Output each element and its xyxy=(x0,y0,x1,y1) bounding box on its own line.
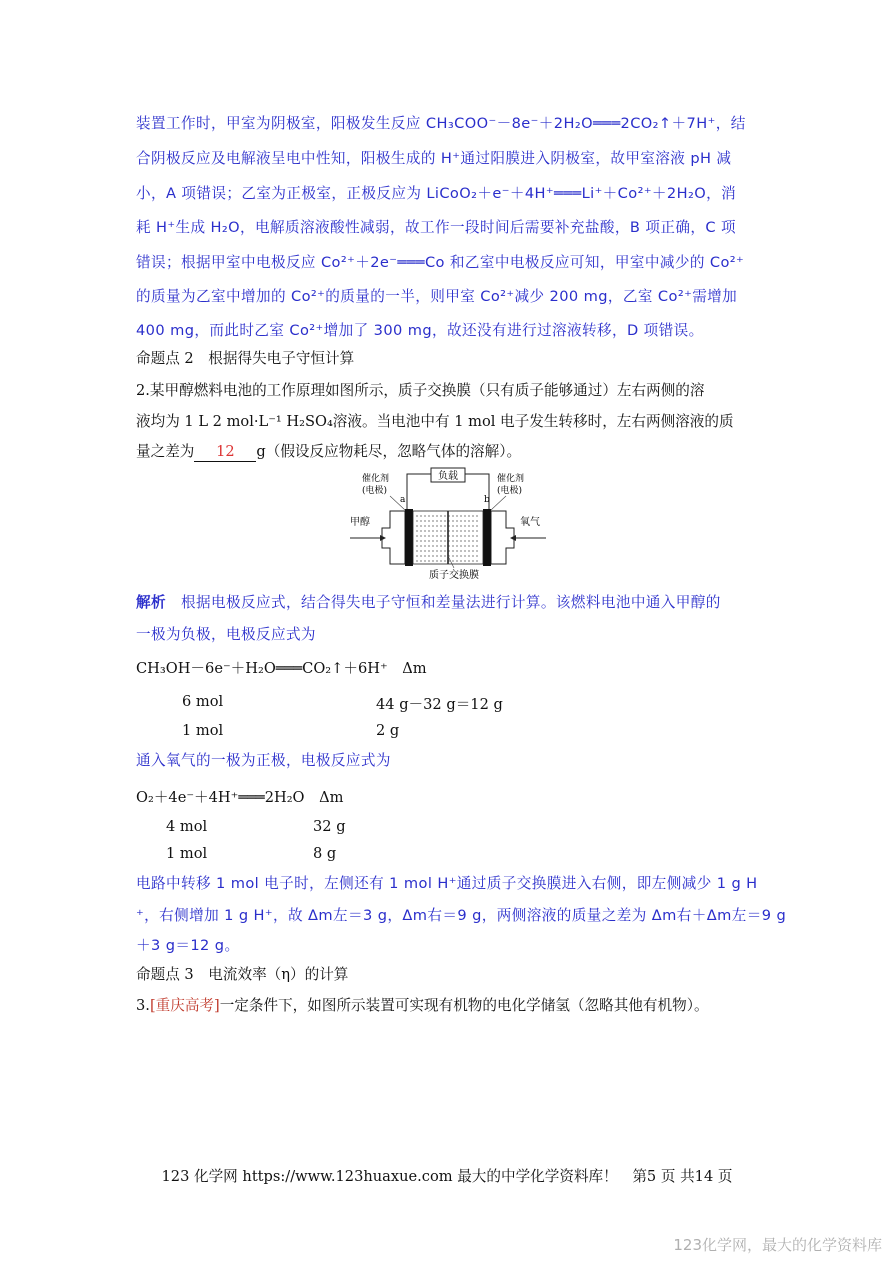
text-line: 2.某甲醇燃料电池的工作原理如图所示，质子交换膜（只有质子能够通过）左右两侧的溶 xyxy=(136,382,705,399)
catalyst-right-label: 催化剂 xyxy=(497,474,525,484)
question-text: 一定条件下，如图所示装置可实现有机物的电化学储氢（忽略其他有机物）。 xyxy=(219,997,709,1014)
section-heading-2: 命题点 2 根据得失电子守恒计算 xyxy=(136,350,355,367)
text-line: 通入氧气的一极为正极，电极反应式为 xyxy=(136,752,391,769)
electrode-a xyxy=(405,509,413,566)
equation-row: 1 mol xyxy=(182,722,224,739)
text-line: 错误；根据甲室中电极反应 Co²⁺＋2e⁻═══Co 和乙室中电极反应可知，甲室中减少的 Co²⁺ xyxy=(136,254,745,271)
text-line: ＋3 g＝12 g。 xyxy=(136,937,240,954)
text-line: ⁺，右侧增加 1 g H⁺，故 Δm左＝3 g，Δm右＝9 g，两侧溶液的质量之差为 Δm右＋Δm左＝9 g xyxy=(136,907,787,924)
methanol-label: 甲醇 xyxy=(350,517,370,528)
question-tail: g（假设反应物耗尽，忽略气体的溶解）。 xyxy=(256,443,522,460)
load-label: 负载 xyxy=(438,471,458,482)
text-line: 合阴极反应及电解液呈电中性知，阳极生成的 H⁺通过阳膜进入阴极室，故甲室溶液 pH 减 xyxy=(136,150,732,167)
text-line: 小，A 项错误；乙室为正极室，正极反应为 LiCoO₂＋e⁻＋4H⁺═══Li⁺＋Co²⁺＋2H₂O，消 xyxy=(136,185,737,202)
equation-row: 8 g xyxy=(313,845,337,862)
electrode-b xyxy=(483,509,491,566)
text-line: 一极为负极，电极反应式为 xyxy=(136,626,316,643)
membrane-label: 质子交换膜 xyxy=(429,570,479,581)
answer-blank: 12 xyxy=(194,443,256,462)
fuel-cell-diagram xyxy=(350,466,546,582)
text-line: 装置工作时，甲室为阴极室，阳极发生反应 CH₃COO⁻－8e⁻＋2H₂O═══2CO₂↑＋7H⁺，结 xyxy=(136,115,746,132)
solution-label: 解析 xyxy=(136,594,166,611)
source-tag: [重庆高考] xyxy=(149,997,220,1014)
equation-row: 44 g－32 g＝12 g xyxy=(376,696,503,713)
equation-row: 6 mol xyxy=(182,693,224,710)
page-footer: 123 化学网 https://www.123huaxue.com 最大的中学化学资料库！ 第5 页 共14 页 xyxy=(161,1168,733,1185)
text-line xyxy=(136,440,521,462)
electrode-b-label: b xyxy=(484,495,490,505)
question-stem: 量之差为 xyxy=(136,443,195,460)
text-line: 400 mg，而此时乙室 Co²⁺增加了 300 mg，故还没有进行过溶液转移，D 项错误。 xyxy=(136,322,704,339)
text-line: 电路中转移 1 mol 电子时，左侧还有 1 mol H⁺通过质子交换膜进入右侧，即左侧减少 1 g H xyxy=(136,875,758,892)
question-3 xyxy=(136,994,709,1015)
text-line: 耗 H⁺生成 H₂O，电解质溶液酸性减弱，故工作一段时间后需要补充盐酸，B 项正确，C 项 xyxy=(136,219,736,236)
question-number: 3. xyxy=(136,997,150,1014)
equation-row: 2 g xyxy=(376,722,400,739)
electrode-a-label: a xyxy=(400,495,406,505)
equation-row: 4 mol xyxy=(166,818,208,835)
section-heading-3: 命题点 3 电流效率（η）的计算 xyxy=(136,966,349,983)
equation: CH₃OH－6e⁻＋H₂O═══CO₂↑＋6H⁺ Δm xyxy=(136,660,427,677)
watermark: 123化学网，最大的化学资料库 xyxy=(673,1236,882,1254)
equation-row: 1 mol xyxy=(166,845,208,862)
equation-row: 32 g xyxy=(313,818,346,835)
text-line: 液均为 1 L 2 mol·L⁻¹ H₂SO₄溶液。当电池中有 1 mol 电子发生转移时，左右两侧溶液的质 xyxy=(136,413,734,430)
solution-text: 根据电极反应式，结合得失电子守恒和差量法进行计算。该燃料电池中通入甲醇的 xyxy=(181,594,721,611)
oxygen-label: 氧气 xyxy=(520,517,540,528)
catalyst-left-label: 催化剂 xyxy=(362,474,390,484)
catalyst-left-sub: (电极) xyxy=(362,486,388,496)
catalyst-right-sub: (电极) xyxy=(497,486,523,496)
equation: O₂＋4e⁻＋4H⁺═══2H₂O Δm xyxy=(136,789,344,806)
text-line: 的质量为乙室中增加的 Co²⁺的质量的一半，则甲室 Co²⁺减少 200 mg，乙室 Co²⁺需增加 xyxy=(136,288,738,305)
text-line xyxy=(136,591,721,612)
